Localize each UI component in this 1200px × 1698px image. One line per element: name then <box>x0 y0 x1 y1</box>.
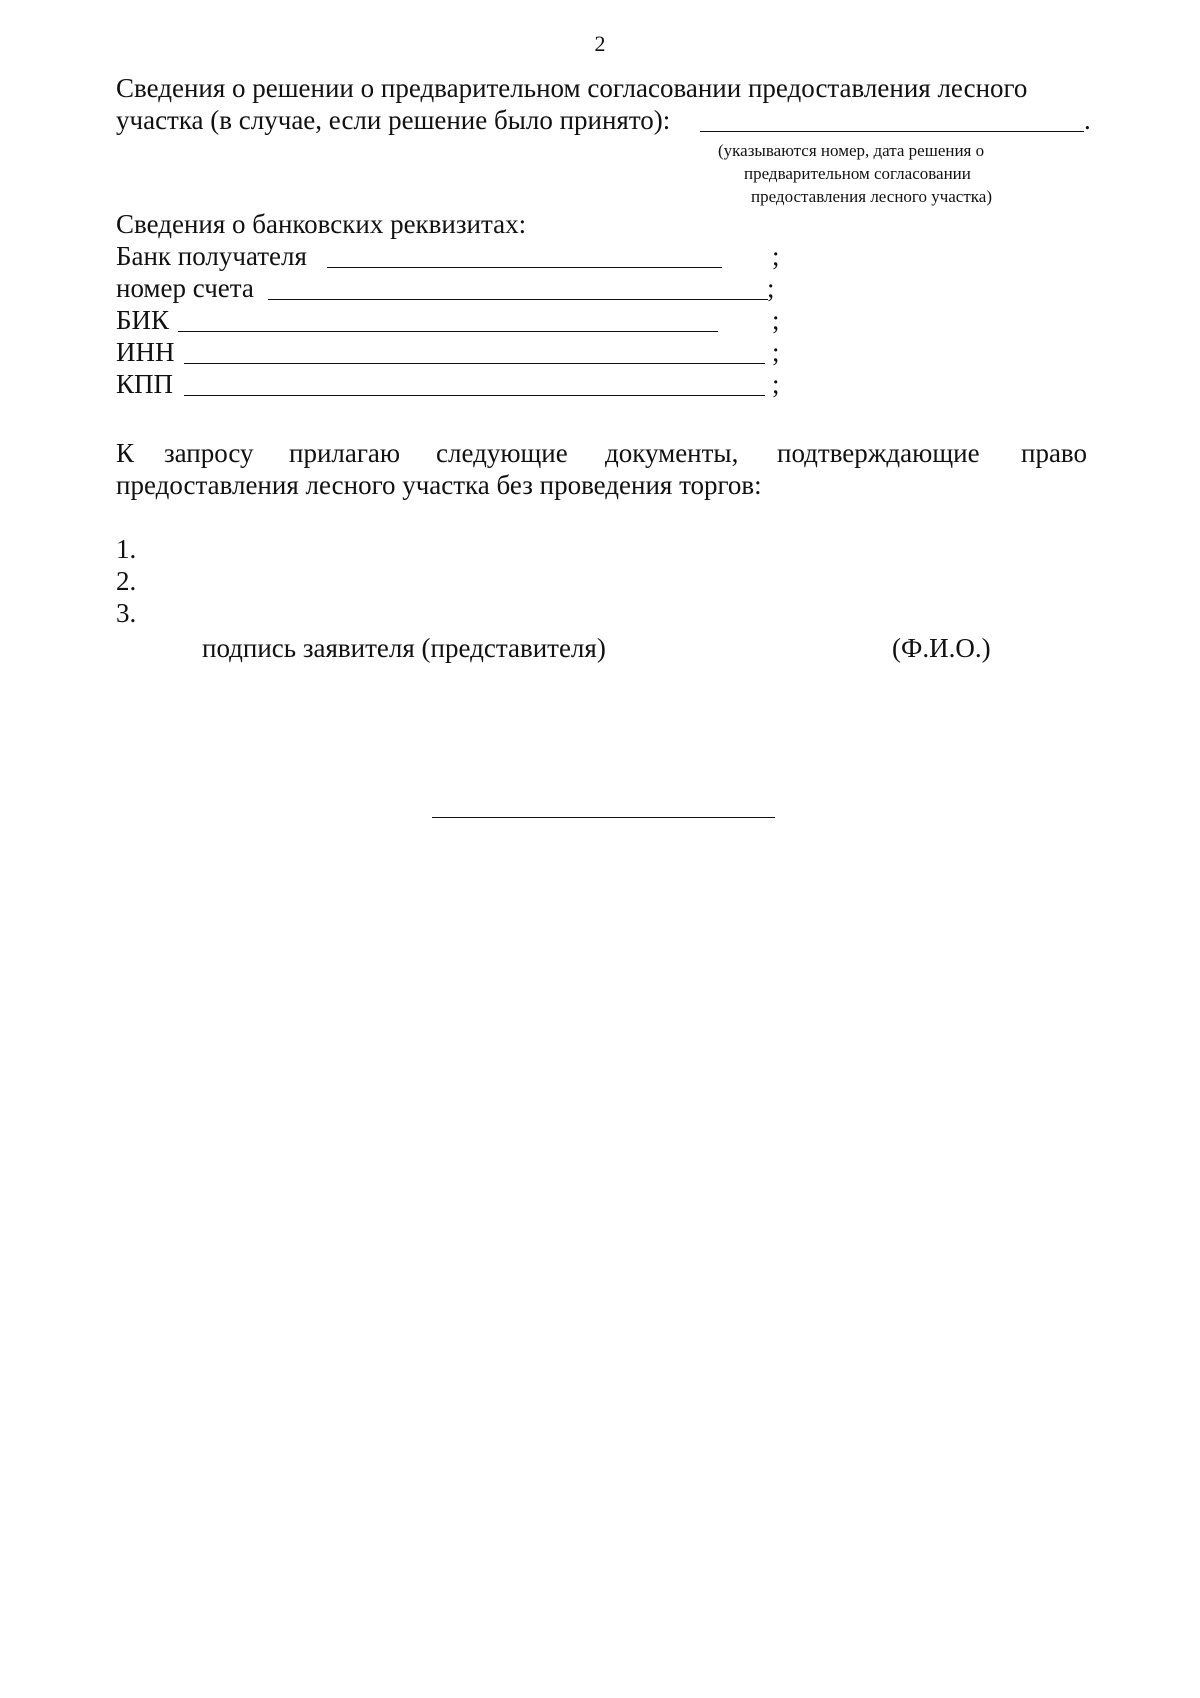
bank-kpp-blank-line[interactable] <box>184 395 765 396</box>
bank-heading: Сведения о банковских реквизитах: <box>116 209 527 239</box>
signature-label: подпись заявителя (представителя) <box>202 633 606 663</box>
attachment-item-1: 1. <box>116 534 137 564</box>
bank-field-label-recipient: Банк получателя <box>116 241 307 271</box>
decision-hint-line-3: предоставления лесного участка) <box>751 187 992 206</box>
fio-label: (Ф.И.О.) <box>892 633 991 663</box>
attachments-intro-word-6: подтверждающие <box>777 438 980 468</box>
bank-field-end-recipient: ; <box>772 241 780 271</box>
attachments-intro-word-3: прилагаю <box>289 438 401 468</box>
bank-field-label-inn: ИНН <box>116 337 175 367</box>
closing-separator-line <box>432 817 775 818</box>
decision-blank-line[interactable] <box>700 131 1084 132</box>
attachments-intro-word-7: право <box>1021 438 1087 468</box>
attachments-intro-line-2: предоставления лесного участка без проведения торгов: <box>116 470 762 500</box>
attachment-item-2: 2. <box>116 566 137 596</box>
bank-field-end-account: ; <box>767 273 775 303</box>
bank-field-end-bik: ; <box>772 305 780 335</box>
decision-hint-line-2: предварительном согласовании <box>744 164 971 183</box>
decision-line-2: участка (в случае, если решение было принято): <box>116 105 671 135</box>
bank-recipient-blank-line[interactable] <box>327 267 722 268</box>
bank-field-label-account: номер счета <box>116 273 254 303</box>
bank-inn-blank-line[interactable] <box>184 363 765 364</box>
bank-field-label-bik: БИК <box>116 305 170 335</box>
attachment-item-3: 3. <box>116 598 137 628</box>
decision-hint-line-1: (указываются номер, дата решения о <box>718 141 985 160</box>
attachments-intro-word-4: следующие <box>436 438 568 468</box>
bank-bik-blank-line[interactable] <box>178 331 718 332</box>
attachments-intro-word-5: документы, <box>605 438 739 468</box>
page-number: 2 <box>594 31 606 56</box>
bank-field-end-inn: ; <box>772 337 780 367</box>
decision-line-1: Сведения о решении о предварительном согласовании предоставления лесного <box>116 73 1028 103</box>
attachments-intro-word-1: К <box>116 438 135 468</box>
bank-field-label-kpp: КПП <box>116 369 174 399</box>
bank-account-blank-line[interactable] <box>268 299 768 300</box>
bank-field-end-kpp: ; <box>772 369 780 399</box>
attachments-intro-word-2: запросу <box>164 438 254 468</box>
decision-end-punct: . <box>1084 105 1091 135</box>
